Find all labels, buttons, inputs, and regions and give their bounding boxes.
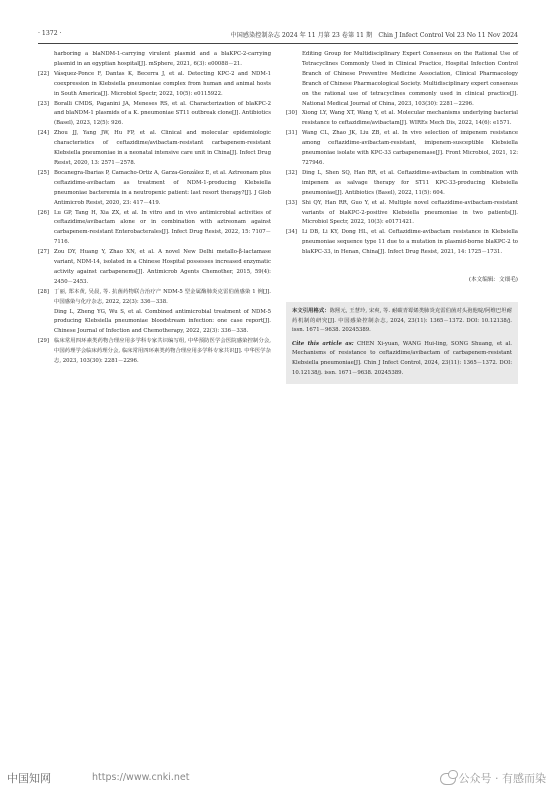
journal-header: 中国感染控制杂志 2024 年 11 月第 23 卷第 11 期 Chin J Infect Control Vol 23 No 11 Nov 2024 — [230, 32, 518, 39]
header-rule — [38, 43, 518, 44]
reference-number: [23] — [38, 100, 49, 107]
reference-entry — [38, 100, 271, 130]
citation-text-en: CHEN Xi-yuan, WANG Hui-ling, SONG Shuang, et al. Mechanisms of resistance to ceftazidime/avibactam of carbapenem-resistant Klebsiella pneumoniae[J]. Chin J Infect Control, 2024, 23(11): 1365－1372. DOI: 10.12138/j. issn. 1671－9638. 20245389. — [292, 340, 512, 376]
reference-text: Shi QY, Han RR, Guo Y, et al. Multiple novel ceftazidime-avibactam-resistant variants of blaKPC-2-positive Klebsiella pneumoniae in two patients[J]. Microbiol Spectr, 2022, 10(3): e0171421. — [302, 199, 518, 226]
reference-text: harboring a blaNDM-1-carrying virulent plasmid and a blaKPC-2-carrying plasmid in an egyptian hospital[J]. mSphere, 2021, 6(3): e00088－21. — [54, 51, 271, 67]
right-column — [286, 50, 518, 384]
reference-entry — [38, 50, 271, 70]
reference-entry — [38, 288, 271, 308]
reference-text: 丁丽, 郑本黄, 吴晨, 等. 抗菌药物联合治疗产 NDM-5 型金属酶肺炎克雷伯菌感染 1 例[J]. 中国感染与化疗杂志, 2022, 22(3): 336－338. — [54, 288, 271, 305]
editor-note: (本文编辑：文细毛) — [468, 277, 518, 284]
cnki-url[interactable]: https://www.cnki.net — [92, 772, 190, 783]
reference-text: Lu GP, Tang H, Xia ZX, et al. In vitro and in vivo antimicrobial activities of ceftazidime/avibactam alone or in combination with aztreonam against carbapenem-resistant Enterobacterales[J]. Infect Drug Resist, 2022, 15: 7107－7116. — [54, 209, 271, 246]
reference-text: Zhou JJ, Yang JW, Hu FP, et al. Clinical and molecular epidemiologic characteristics of ceftazidime/avibactam-resistant carbapenem-resistant Klebsiella pneumoniae in a neonatal intensive care unit in China[J]. Infect Drug Resist, 2020, 13: 2571－2578. — [54, 130, 271, 166]
reference-text: Xiong LY, Wang XT, Wang Y, et al. Molecular mechanisms underlying bacterial resistance to ceftazidime/avibactam[J]. WIREs Mech Dis, 2022, 14(6): e1571. — [302, 110, 518, 127]
reference-entry — [38, 209, 271, 249]
citation-text-cn: 陈熙元, 王慧玲, 宋爽, 等. 耐碳青霉烯类肺炎克雷伯菌对头孢他啶/阿维巴坦耐药机制的研究[J]. 中国感染控制杂志, 2024, 23(11): 1365－1372. DOI: 10.12138/j. issn. 1671－9638. 20245389. — [292, 307, 513, 334]
reference-number: [31] — [286, 130, 297, 137]
reference-number: [22] — [38, 70, 49, 77]
reference-entry — [286, 109, 518, 129]
reference-text: Ding L, Shen SQ, Han RR, et al. Ceftazidime-avibactam in combination with imipenem as salvage therapy for ST11 KPC-33-producing Klebsiella pneumoniae[J]. Antibiotics (Basel), 2022, 11(5): 604. — [302, 169, 518, 196]
reference-number: [24] — [38, 130, 49, 137]
right-references — [286, 50, 518, 258]
reference-text: Ding L, Zheng YG, Wu S, et al. Combined antimicrobial treatment of NDM-5 producing Klebsiella pneumoniae bloodstream infection: one case report[J]. Chinese Journal of Infection and Chemotherapy, 2022, 22(3): 336－338. — [54, 308, 271, 335]
reference-entry — [286, 199, 518, 229]
reference-entry — [38, 70, 271, 100]
reference-number: [26] — [38, 209, 49, 216]
reference-number: [28] — [38, 288, 49, 295]
reference-text: Zou DY, Huang Y, Zhao XN, et al. A novel New Delhi metallo-β-lactamase variant, NDM-14, isolated in a Chinese Hospital possesses increased enzymatic activity against carbapenems[J]. Antimicrob Agents Chemother, 2015, 59(4): 2450－2453. — [54, 249, 271, 285]
reference-number: [30] — [286, 110, 297, 117]
citation-box — [286, 302, 518, 384]
watermark-footer — [0, 760, 560, 800]
reference-number: [25] — [38, 169, 49, 176]
reference-number: [32] — [286, 169, 297, 176]
reference-entry — [38, 308, 271, 338]
reference-number: [33] — [286, 199, 297, 206]
wechat-account — [440, 770, 547, 786]
reference-number: [29] — [38, 338, 49, 345]
citation-label-en: Cite this article as: — [292, 340, 354, 347]
reference-entry — [286, 228, 518, 258]
cnki-logo: 中国知网 — [7, 772, 51, 785]
reference-text: Vásquez-Ponce F, Dantas K, Becerra J, et al. Detecting KPC-2 and NDM-1 coexpression in Klebsiella pneumoniae complex from human and animal hosts in South America[J]. Microbiol Spectr, 2022, 10(5): e0115922. — [54, 70, 271, 97]
reference-entry — [38, 129, 271, 169]
reference-text: Bocanegra-Ibarias P, Camacho-Ortiz A, Garza-González E, et al. Aztreonam plus ceftazidime-avibactam as treatment of NDM-1-producing Klebsiella pneumoniae bacteremia in a neutropenic patient: last resort therapy?[J]. J Glob Antimicrob Resist, 2020, 23: 417－419. — [54, 169, 271, 206]
reference-number: [34] — [286, 229, 297, 236]
reference-text: 临床常用四环素类药物合理应用多学科专家共识编写组, 中华预防医学会医院感染控制分会, 中国药理学会临床药理分会, 临床常用四环素类药物合理应用多学科专家共识[J]. 中华医学杂志, 2023, 103(30): 2281－2296. — [54, 338, 271, 365]
reference-text: Li DB, Li KY, Dong HL, et al. Ceftazidime-avibactam resistance in Klebsiella pneumoniae sequence type 11 due to a mutation in plasmid-borne blaKPC-2 to blaKPC-33, in Henan, China[J]. Infect Drug Resist, 2021, 14: 1725－1731. — [302, 229, 518, 256]
reference-number: [27] — [38, 249, 49, 256]
citation-label-cn: 本文引用格式： — [292, 307, 330, 314]
reference-entry — [286, 50, 518, 109]
reference-text: Wang CL, Zhao JK, Liu ZB, et al. In vivo selection of imipenem resistance among ceftazidime-avibactam-resistant, imipenem-susceptible Klebsiella pneumoniae isolate with KPC-33 carbapenemase[J]. Front Microbiol, 2021, 12: 727946. — [302, 130, 518, 166]
wechat-icon — [440, 773, 456, 785]
reference-text: Boralli CMDS, Paganini JA, Meneses RS, et al. Characterization of blaKPC-2 and blaNDM-1 plasmids of a K. pneumoniae ST11 outbreak clone[J]. Antibiotics (Basel), 2023, 12(5): 926. — [54, 100, 271, 127]
reference-entry — [38, 248, 271, 288]
left-column — [38, 50, 271, 367]
reference-entry — [38, 169, 271, 209]
reference-entry — [38, 337, 271, 367]
reference-entry — [286, 129, 518, 169]
page-number: · 1372 · — [38, 30, 62, 37]
reference-text: Editing Group for Multidisciplinary Expert Consensus on the Rational Use of Tetracyclines Commonly Used in Clinical Practice, Hospital Infection Control Branch of Chinese Preventive Medicine Association, Clinical Pharmacology Branch of Chinese Pharmacological Society. Multidisciplinary expert consensus on the rational use of tetracyclines commonly used in clinical practice[J]. National Medical Journal of China, 2023, 103(30): 2281－2296. — [302, 51, 518, 107]
reference-entry — [286, 169, 518, 199]
wechat-label: 公众号 · 有感而染 — [458, 772, 546, 785]
running-header — [38, 30, 518, 42]
